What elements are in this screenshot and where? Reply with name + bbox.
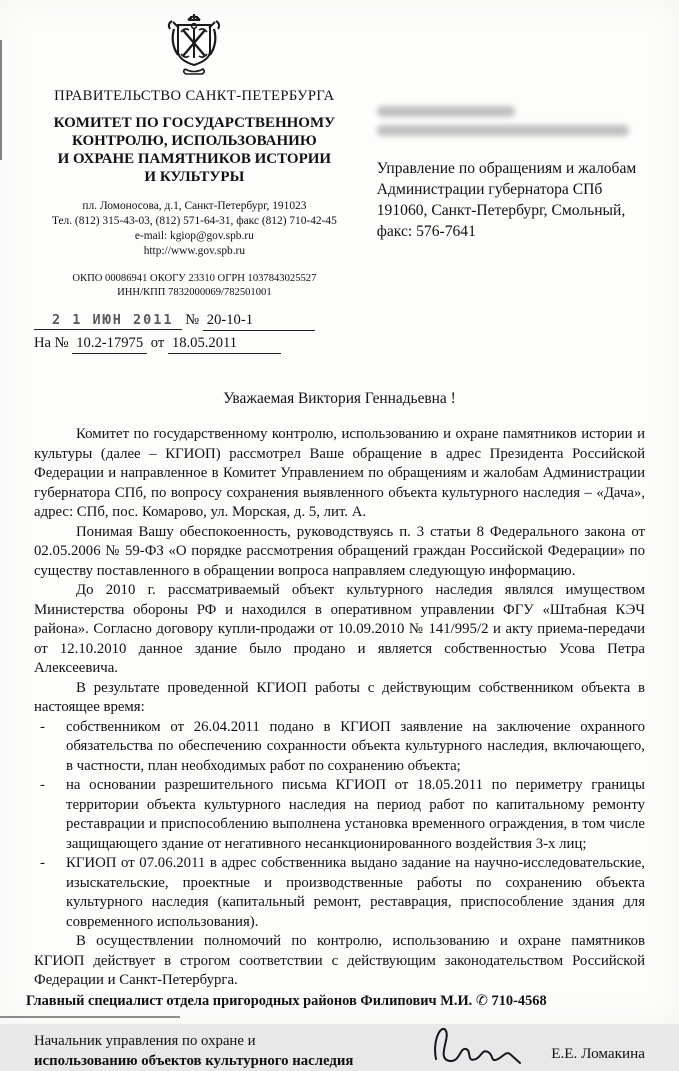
reference-block — [34, 312, 355, 354]
redacted-line — [377, 106, 515, 117]
list-item — [34, 776, 645, 854]
incoming-date: 18.05.2011 — [168, 335, 241, 354]
list-item — [34, 854, 645, 932]
closing-paragraph: В осуществлении полномочий по контролю, использованию и охране памятников КГИОП действует в строгом соответствии с действующим законодательством Российской Федерации и Санкт-Петербурга. — [34, 933, 645, 988]
dash-marker: - — [40, 718, 45, 735]
committee-line: И КУЛЬТУРЫ — [144, 169, 245, 185]
date-stamp: 2 1 ИЮН 2011 — [34, 312, 182, 330]
signer-name: Е.Е. Ломакина — [551, 1044, 645, 1062]
handwritten-signature — [430, 1019, 525, 1071]
signature-block — [0, 1019, 679, 1071]
paragraph: До 2010 г. рассматриваемый объект культурного наследия являлся имуществом Министерства обороны РФ и находился в оперативном управлении ФГУ «Штабная КЭЧ района». Согласно договору купли-продажи от 10.09.2010 № 141/995/2 и акту приема-передачи от 12.10.2010 данное здание было продано и является собственностью Усова Петра Алексеевича. — [34, 582, 645, 676]
recipient-line: Администрации губернатора СПб — [376, 181, 603, 198]
redacted-addressee — [377, 106, 645, 136]
recipient-address — [377, 158, 645, 242]
salutation: Уважаемая Виктория Геннадьевна ! — [223, 390, 456, 407]
address-block — [34, 199, 355, 259]
committee-line: КОМИТЕТ ПО ГОСУДАРСТВЕННОМУ — [53, 115, 336, 131]
coat-of-arms-icon — [163, 12, 225, 78]
recipient-line: 191060, Санкт-Петербург, Смольный, — [376, 202, 626, 219]
list-item — [34, 718, 645, 777]
address-line: http://www.gov.spb.ru — [143, 245, 246, 257]
letter-top-section — [0, 0, 679, 354]
codes-line: ИНН/КПП 7832000069/782501001 — [117, 287, 272, 298]
dash-marker: - — [40, 855, 45, 871]
scan-artifact-bottom — [0, 1016, 180, 1018]
list-item-text: на основании разрешительного письма КГИОП от 18.05.2011 по периметру границы территории объекта культурного наследия на период работ по капитальному ремонту реставрации и приспособлению выполнена установка временного ограждения, в том числе защищающего здание от негативного несанкционированного воздействия 3-х лиц; — [66, 777, 645, 852]
letterhead — [34, 10, 355, 354]
incoming-reference — [34, 335, 355, 354]
address-line: Тел. (812) 315-43-03, (812) 571-64-31, факс (812) 710-42-45 — [51, 215, 337, 227]
signer-position — [34, 1031, 370, 1071]
redacted-line — [377, 125, 629, 136]
executor-name: Филипович М.И. — [360, 993, 473, 1009]
reply-prefix: На № — [34, 335, 69, 351]
address-line: e-mail: kgiop@gov.spb.ru — [134, 230, 254, 242]
scan-artifact-left — [0, 40, 2, 160]
phone-icon: ✆ — [475, 993, 488, 1009]
paragraph: Понимая Вашу обеспокоенность, руководствуясь п. 3 статьи 8 Федерального закона от 02.05.2006 № 59-ФЗ «О порядке рассмотрения обращений граждан Российской Федерации» по существу поставленного в обращении вопроса направляем следующую информацию. — [34, 523, 645, 579]
signer-position-line: использованию объектов культурного наследия — [34, 1052, 354, 1069]
paragraph: Комитет по государственному контролю, использованию и охране памятников истории и культуры (далее – КГИОП) рассмотрел Ваше обращение в адрес Президента Российской Федерации и направленное в Комитет Управлением по обращениям и жалобам Администрации губернатора СПб, по вопросу сохранения выявленного объекта культурного наследия – «Дача», адрес: СПб, пос. Комарово, ул. Морская, д. 5, лит. А. — [34, 426, 645, 520]
letter-body — [0, 425, 679, 991]
outgoing-reference — [34, 312, 355, 331]
list-item-text: собственником от 26.04.2011 подано в КГИОП заявление на заключение охранного обязательства по обеспечению сохранности объекта культурного наследия, включающего, в частности, план необходимых работ по сохранению объекта; — [66, 718, 645, 774]
committee-name — [34, 114, 355, 186]
measures-list — [34, 718, 645, 933]
codes-line: ОКПО 00086941 ОКОГУ 23310 ОГРН 1037843025527 — [72, 273, 317, 284]
recipient-block — [377, 10, 645, 354]
government-title: ПРАВИТЕЛЬСТВО САНКТ-ПЕТЕРБУРГА — [54, 88, 335, 104]
number-label: № — [185, 312, 200, 328]
recipient-line: факс: 576-7641 — [376, 223, 476, 240]
underline-tail — [257, 316, 315, 331]
registration-codes — [34, 272, 355, 300]
executor-phone: 710-4568 — [491, 993, 547, 1009]
dash-marker: - — [40, 777, 45, 793]
executor-label: Главный специалист отдела пригородных районов — [26, 993, 357, 1009]
reply-from-label: от — [150, 335, 165, 351]
signer-position-line: Начальник управления по охране и — [34, 1032, 256, 1049]
incoming-number: 10.2-17975 — [72, 335, 147, 354]
outgoing-number: 20-10-1 — [203, 312, 257, 331]
recipient-line: Управление по обращениям и жалобам — [376, 160, 637, 177]
executor-footer — [26, 993, 547, 1010]
committee-line: И ОХРАНЕ ПАМЯТНИКОВ ИСТОРИИ — [57, 151, 332, 167]
address-line: пл. Ломоносова, д.1, Санкт-Петербург, 191023 — [82, 200, 307, 212]
list-item-text: КГИОП от 07.06.2011 в адрес собственника выдано задание на научно-исследовательские, изыскательские, проектные и производственные работы по сохранению объекта культурного наследия (капитальный ремонт, реставрация, приспособление здания для современного использования). — [66, 855, 645, 930]
underline-tail — [241, 339, 281, 354]
committee-line: КОНТРОЛЮ, ИСПОЛЬЗОВАНИЮ — [72, 133, 317, 149]
paragraph: В результате проведенной КГИОП работы с действующим собственником объекта в настоящее время: — [34, 679, 645, 715]
